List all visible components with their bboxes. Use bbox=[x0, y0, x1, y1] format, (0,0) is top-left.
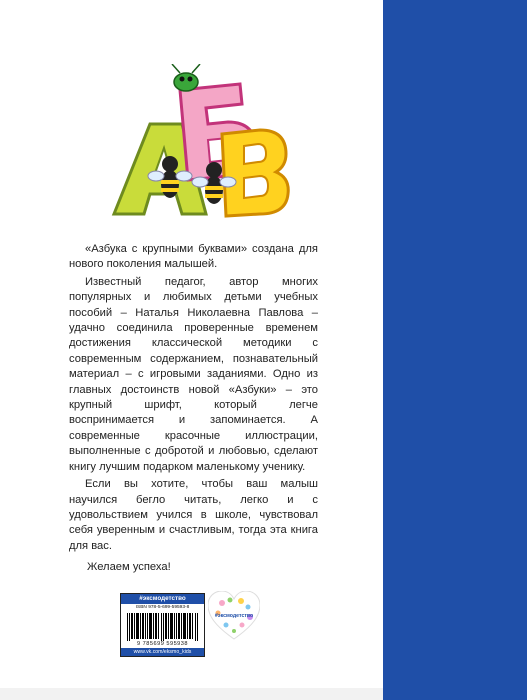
sticker-label: #эксмодетство bbox=[214, 613, 254, 619]
vk-link: www.vk.com/eksmo_kids bbox=[121, 648, 204, 656]
annotation-text bbox=[69, 242, 318, 578]
eksmo-detstvo-heart-logo bbox=[208, 591, 260, 641]
paragraph-author: Известный педагог, автор многих популярных и любимых детьми учебных пособий – Наталья Николаевна Павлова – удачно соединила проверенные временем достижения классической методики с современным содержанием, познавательный материал – с игровыми заданиями. Одно из главных достоинств новой «Азбуки» – это крупный шрифт, который легче воспринимается и запоминается. А современные красочные иллюстрации, выполненные с добротой и любовью, сделают книгу лучшим подарком маленькому ученику. bbox=[69, 275, 318, 473]
bottom-strip bbox=[0, 688, 383, 700]
paragraph-intro: «Азбука с крупными буквами» создана для нового поколения малышей. bbox=[69, 243, 318, 271]
paragraph-readers: Если вы хотите, чтобы ваш малыш научился бегло читать, легко и с удовольствием учился в школе, чувствовал себя уверенным и счастливым, тогда эта книга для вас. bbox=[69, 478, 318, 552]
publisher-brand: #эксмодетство bbox=[121, 594, 204, 604]
barcode-number: 9 785699 595938 bbox=[136, 641, 189, 647]
barcode-label bbox=[120, 593, 205, 657]
abc-letters-illustration bbox=[110, 64, 290, 234]
blue-side-band bbox=[383, 0, 527, 700]
letter-v-shape bbox=[222, 130, 288, 216]
isbn-text: ISBN 978-5-699-59593-8 bbox=[135, 605, 190, 610]
closing-wish: Желаем успеха! bbox=[87, 561, 171, 574]
grasshopper-icon bbox=[172, 64, 200, 91]
barcode-icon bbox=[127, 613, 198, 641]
